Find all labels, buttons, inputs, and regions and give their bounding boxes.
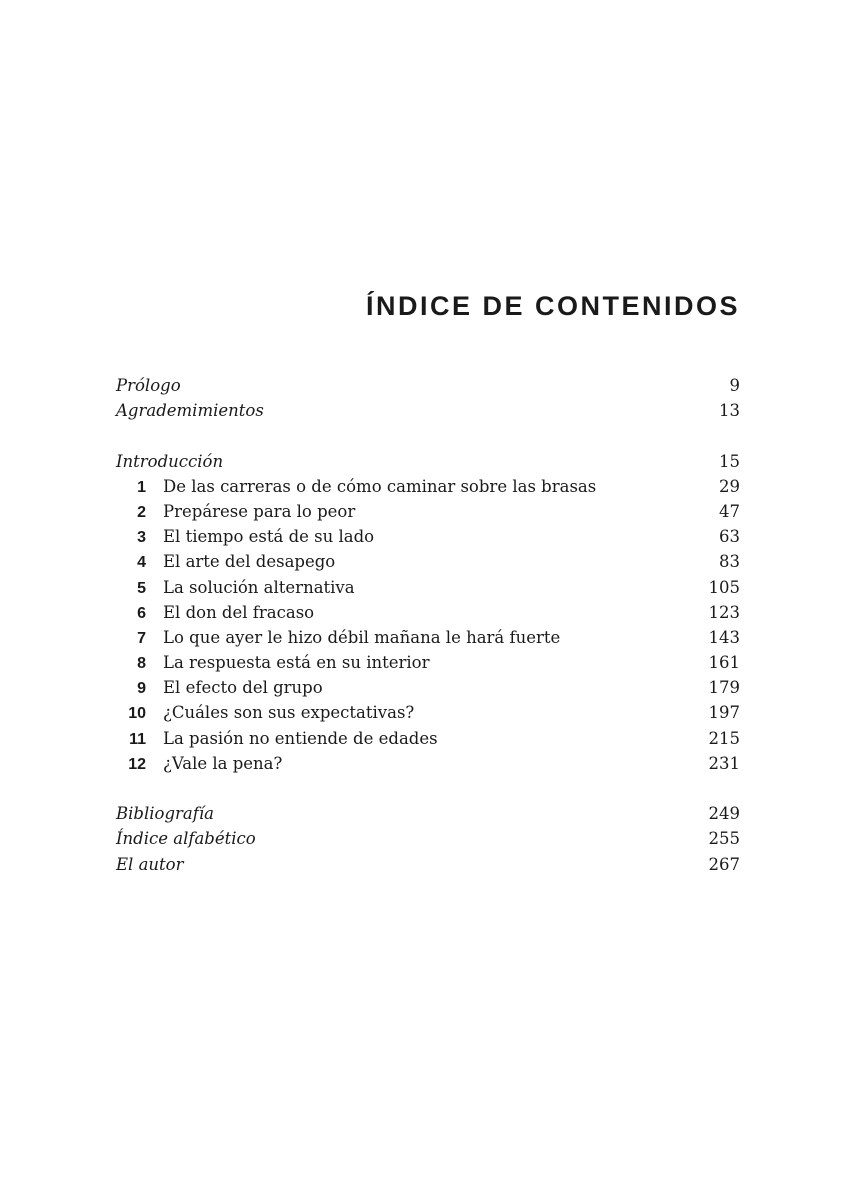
- toc-chapter-7[interactable]: [116, 625, 740, 650]
- chapter-title: La pasión no entiende de edades: [163, 728, 438, 748]
- toc-entry-page: 255: [708, 829, 740, 849]
- chapter-number: 2: [137, 503, 146, 521]
- toc-chapter-4[interactable]: [116, 549, 740, 574]
- chapter-number: 8: [137, 655, 146, 673]
- toc-entry-label: Bibliografía: [116, 804, 214, 824]
- toc-entry-el-autor[interactable]: [116, 852, 740, 877]
- toc-entry-bibliografia[interactable]: [116, 801, 740, 826]
- section-gap: [116, 423, 740, 448]
- chapter-page: 161: [708, 653, 740, 673]
- toc-chapter-9[interactable]: [116, 675, 740, 700]
- toc-entry-label: Índice alfabético: [116, 829, 256, 849]
- toc-entry-indice-alfabetico[interactable]: [116, 826, 740, 851]
- toc-entry-label: Prólogo: [116, 376, 181, 395]
- chapter-title: El don del fracaso: [163, 602, 315, 622]
- toc-chapter-8[interactable]: [116, 650, 740, 675]
- toc-entry-label: Introducción: [116, 451, 224, 471]
- chapter-title: Prepárese para lo peor: [163, 501, 356, 521]
- chapter-page: 231: [708, 753, 740, 773]
- chapter-page: 63: [719, 527, 740, 547]
- toc-chapter-3[interactable]: [116, 524, 740, 549]
- toc-entry-page: 13: [719, 401, 740, 421]
- chapter-number: 1: [137, 478, 146, 496]
- chapter-title: La respuesta está en su interior: [163, 653, 430, 673]
- toc-entry-label: Agrademimientos: [116, 401, 264, 421]
- chapter-title: ¿Cuáles son sus expectativas?: [163, 703, 415, 723]
- toc-entry-prologo[interactable]: [116, 373, 740, 398]
- toc-entry-label: El autor: [116, 854, 184, 874]
- chapter-number: 5: [137, 579, 146, 597]
- chapter-number: 11: [129, 730, 146, 748]
- chapter-number: 7: [137, 629, 146, 647]
- chapter-title: De las carreras o de cómo caminar sobre las brasas: [163, 476, 597, 496]
- chapter-title: El efecto del grupo: [163, 678, 323, 698]
- chapter-title: ¿Vale la pena?: [163, 753, 283, 773]
- toc-entry-page: 267: [708, 854, 740, 874]
- toc-chapter-2[interactable]: [116, 499, 740, 524]
- chapter-number: 9: [137, 680, 146, 698]
- chapter-title: El arte del desapego: [163, 552, 336, 572]
- section-gap: [116, 776, 740, 801]
- chapter-number: 12: [128, 755, 146, 773]
- toc-chapter-5[interactable]: [116, 575, 740, 600]
- chapter-page: 105: [708, 577, 740, 597]
- toc-chapter-12[interactable]: [116, 751, 740, 776]
- chapter-number: 6: [137, 604, 146, 622]
- toc-entry-page: 9: [729, 376, 740, 395]
- chapter-title: Lo que ayer le hizo débil mañana le hará fuerte: [163, 627, 561, 647]
- chapter-page: 47: [719, 501, 740, 521]
- toc-entry-page: 249: [708, 804, 740, 824]
- chapter-number: 4: [137, 554, 146, 572]
- toc-chapter-11[interactable]: [116, 726, 740, 751]
- toc-entry-page: 15: [719, 451, 740, 471]
- chapter-page: 143: [708, 627, 740, 647]
- chapter-title: La solución alternativa: [163, 577, 355, 597]
- toc-entry-introduccion[interactable]: [116, 449, 740, 474]
- toc-entry-agradecimientos[interactable]: [116, 398, 740, 423]
- chapter-page: 29: [719, 476, 740, 496]
- page-title: ÍNDICE DE CONTENIDOS: [365, 291, 740, 321]
- toc-chapter-6[interactable]: [116, 600, 740, 625]
- toc-chapter-10[interactable]: [116, 700, 740, 725]
- chapter-page: 215: [708, 728, 740, 748]
- chapter-number: 10: [128, 705, 146, 723]
- toc-chapter-1[interactable]: [116, 474, 740, 499]
- table-of-contents: [116, 373, 740, 877]
- chapter-page: 197: [708, 703, 740, 723]
- chapter-page: 179: [708, 678, 740, 698]
- chapter-page: 123: [708, 602, 740, 622]
- chapter-page: 83: [719, 552, 740, 572]
- chapter-title: El tiempo está de su lado: [163, 527, 375, 547]
- chapter-number: 3: [137, 529, 146, 547]
